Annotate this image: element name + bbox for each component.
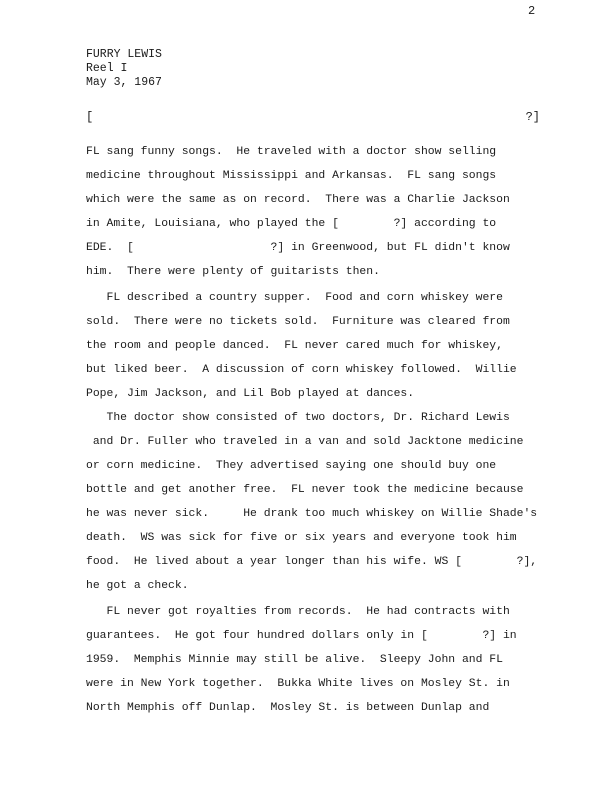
text-line: The doctor show consisted of two doctors, Dr. Richard Lewis (86, 412, 510, 424)
text-line: in Amite, Louisiana, who played the [ ?] according to (86, 218, 497, 230)
text-line: death. WS was sick for five or six years and everyone took him (86, 532, 517, 544)
text-line: but liked beer. A discussion of corn whiskey followed. Willie (86, 364, 517, 376)
text-line: guarantees. He got four hundred dollars only in [ ?] in (86, 630, 517, 642)
text-line: and Dr. Fuller who traveled in a van and sold Jacktone medicine (86, 436, 524, 448)
text-line: which were the same as on record. There was a Charlie Jackson (86, 194, 510, 206)
text-line: EDE. [ ?] in Greenwood, but FL didn't know (86, 242, 510, 254)
text-line: him. There were plenty of guitarists then. (86, 266, 380, 278)
text-line: FL never got royalties from records. He had contracts with (86, 606, 510, 618)
text-line: sold. There were no tickets sold. Furniture was cleared from (86, 316, 510, 328)
document-header (86, 48, 162, 90)
interviewee-name: FURRY LEWIS (86, 48, 162, 61)
text-line: FL sang funny songs. He traveled with a doctor show selling (86, 146, 497, 158)
text-line: North Memphis off Dunlap. Mosley St. is between Dunlap and (86, 702, 490, 714)
text-line: the room and people danced. FL never cared much for whiskey, (86, 340, 503, 352)
text-line: medicine throughout Mississippi and Arkansas. FL sang songs (86, 170, 497, 182)
text-line: FL described a country supper. Food and corn whiskey were (86, 292, 503, 304)
text-line: food. He lived about a year longer than his wife. WS [ ?], (86, 556, 538, 568)
text-line: were in New York together. Bukka White lives on Mosley St. in (86, 678, 510, 690)
open-bracket: [ (86, 110, 94, 124)
text-line: Pope, Jim Jackson, and Lil Bob played at dances. (86, 388, 415, 400)
reel-label: Reel I (86, 62, 128, 75)
text-line: he was never sick. He drank too much whiskey on Willie Shade's (86, 508, 538, 520)
page-number: 2 (528, 4, 536, 18)
interview-date: May 3, 1967 (86, 76, 162, 89)
text-line: or corn medicine. They advertised saying one should buy one (86, 460, 497, 472)
text-line: he got a check. (86, 580, 189, 592)
close-bracket: ?] (525, 110, 540, 124)
text-line: bottle and get another free. FL never took the medicine because (86, 484, 524, 496)
text-line: 1959. Memphis Minnie may still be alive. Sleepy John and FL (86, 654, 503, 666)
